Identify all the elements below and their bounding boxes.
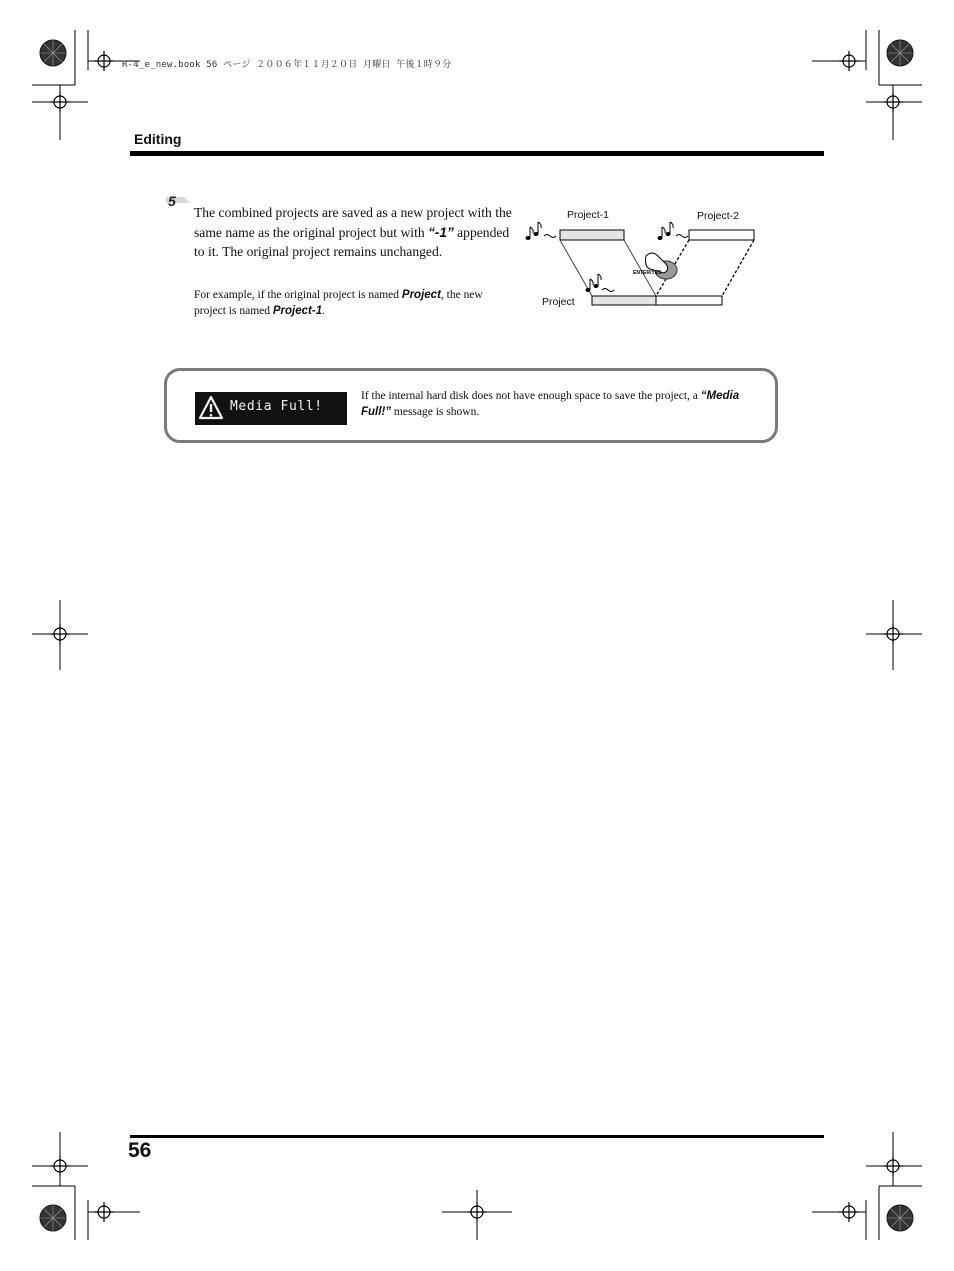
warning-part1: If the internal hard disk does not have enough space to save the project, a <box>361 390 701 402</box>
label-project: Project <box>542 296 575 308</box>
note-part3: . <box>322 304 325 317</box>
result-part-2-bar <box>656 296 722 305</box>
project-1-bar <box>560 230 624 240</box>
footer-rule <box>130 1135 824 1138</box>
lcd-display <box>195 392 347 425</box>
step-number: 5 <box>168 193 176 209</box>
label-project-1: Project-1 <box>567 209 610 221</box>
step-text-part1: The combined projects are saved as a new project with the same name as the original project but with <box>194 205 512 240</box>
step-badge <box>166 195 190 209</box>
project-2-bar <box>689 230 754 240</box>
lcd-message: Media Full! <box>230 399 323 414</box>
music-note-icon <box>658 222 688 240</box>
print-metadata: R-4_e_new.book 56 ページ ２００６年１１月２０日 月曜日 午後１時９分 <box>122 60 452 70</box>
note-part1: For example, if the original project is named <box>194 289 402 301</box>
step-description <box>194 203 512 262</box>
warning-part2: message is shown. <box>391 405 480 418</box>
section-title: Editing <box>134 131 182 147</box>
label-project-2: Project-2 <box>697 210 740 222</box>
music-note-icon <box>526 222 556 240</box>
page-number: 56 <box>128 1139 152 1162</box>
warning-message <box>361 389 761 420</box>
note-part2: , the new project is named <box>194 289 483 317</box>
enter-button-icon <box>633 253 677 279</box>
music-note-icon <box>586 274 614 292</box>
warning-bold: “Media Full!” <box>361 390 740 418</box>
note-name-new: Project-1 <box>272 304 323 317</box>
note-name-original: Project <box>401 289 441 301</box>
warning-triangle-icon <box>198 395 224 421</box>
result-part-1-bar <box>592 296 656 305</box>
combine-diagram <box>520 200 790 318</box>
step-text-part2: appended to it. The original project remains unchanged. <box>194 224 510 260</box>
enter-button-label: ENTER/YES <box>633 270 662 276</box>
step-text-suffix: “-1” <box>428 224 454 240</box>
example-note <box>194 288 512 319</box>
header-rule <box>130 151 824 156</box>
